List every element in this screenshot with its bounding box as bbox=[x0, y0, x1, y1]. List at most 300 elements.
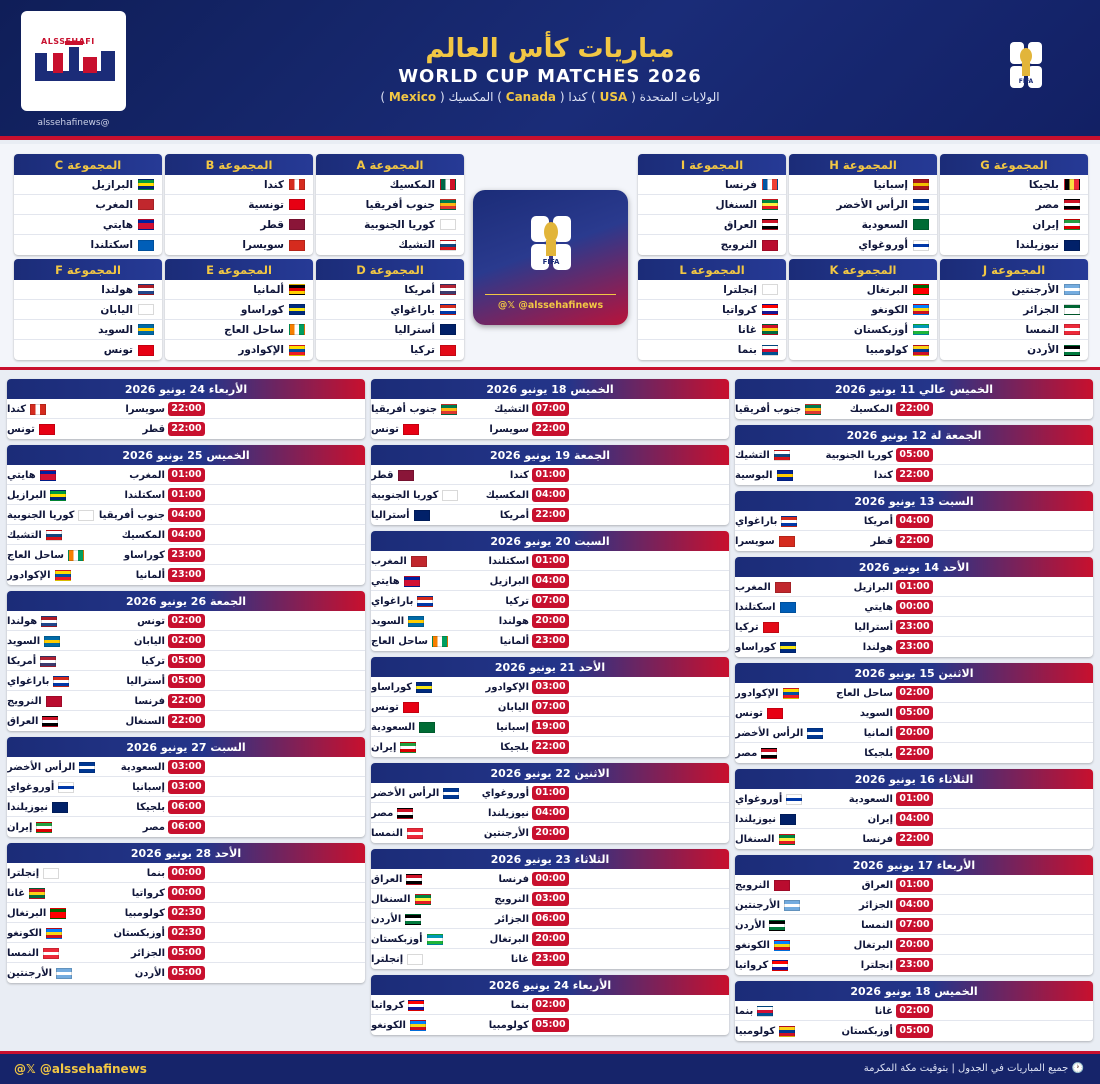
group-team-row bbox=[940, 340, 1088, 360]
tr-flag-icon bbox=[763, 622, 779, 633]
match-day-title: الجمعة 26 يونيو 2026 bbox=[7, 591, 365, 611]
en-flag-icon bbox=[762, 284, 778, 295]
group-card-d bbox=[316, 259, 464, 360]
match-day-title: الجمعة لة 12 يونيو 2026 bbox=[735, 425, 1093, 445]
team-name: التشيك bbox=[7, 529, 42, 541]
team-name: الإكوادور bbox=[485, 681, 529, 693]
group-team-row bbox=[638, 195, 786, 215]
away-team bbox=[7, 943, 165, 963]
team-name: بنما bbox=[735, 1005, 754, 1017]
away-team bbox=[7, 651, 165, 671]
team-name: كندا bbox=[873, 469, 893, 481]
team-name: كرواتيا bbox=[722, 303, 757, 316]
group-team-row bbox=[165, 235, 313, 255]
team-name: تونس bbox=[735, 707, 763, 719]
team-name: الرأس الأخضر bbox=[836, 198, 908, 211]
kickoff-time-badge: 06:00 bbox=[168, 820, 205, 834]
group-team-row bbox=[14, 300, 162, 320]
kickoff-time-badge: 06:00 bbox=[168, 800, 205, 814]
match-row bbox=[371, 465, 729, 485]
jo-flag-icon bbox=[1064, 345, 1080, 356]
team-name: البوسية bbox=[735, 469, 773, 481]
team-name: تونس bbox=[7, 423, 35, 435]
uy-flag-icon bbox=[58, 782, 74, 793]
ba-flag-icon bbox=[777, 470, 793, 481]
group-team-row bbox=[940, 280, 1088, 300]
away-team bbox=[371, 803, 529, 823]
team-name: ساحل العاج bbox=[371, 635, 428, 647]
team-name: كولومبيا bbox=[124, 907, 165, 919]
away-team bbox=[371, 889, 529, 909]
team-name: أوزبكستان bbox=[841, 1025, 893, 1037]
away-team bbox=[735, 703, 893, 723]
match-day-card bbox=[371, 531, 729, 651]
team-name: أمريكا bbox=[863, 515, 893, 527]
tn-flag-icon bbox=[289, 199, 305, 210]
team-name: إنجلترا bbox=[860, 959, 893, 971]
group-team-row bbox=[316, 175, 464, 195]
away-team bbox=[735, 743, 893, 763]
team-name: المكسيك bbox=[849, 403, 893, 415]
match-row bbox=[371, 505, 729, 525]
team-name: كوراساو bbox=[735, 641, 777, 653]
footer-handle[interactable]: @𝕏 @alssehafinews bbox=[14, 1062, 147, 1076]
group-card-a bbox=[316, 154, 464, 255]
team-name: باراغواي bbox=[390, 303, 435, 316]
group-label: المجموعة bbox=[67, 157, 122, 172]
team-name: أوزبكستان bbox=[371, 933, 423, 945]
away-team bbox=[371, 419, 529, 439]
pt-flag-icon bbox=[50, 908, 66, 919]
group-label: المجموعة bbox=[369, 262, 424, 277]
match-row bbox=[7, 691, 365, 711]
sn-flag-icon bbox=[762, 199, 778, 210]
match-row bbox=[371, 869, 729, 889]
match-row bbox=[735, 789, 1093, 809]
team-name: هولندا bbox=[7, 615, 38, 627]
match-row bbox=[371, 697, 729, 717]
match-day-card bbox=[371, 763, 729, 843]
away-team bbox=[371, 717, 529, 737]
team-name: تركيا bbox=[410, 344, 435, 356]
kickoff-time-badge: 22:00 bbox=[168, 402, 205, 416]
team-name: أوزبكستان bbox=[113, 927, 165, 939]
group-team-row bbox=[316, 280, 464, 300]
team-name: السنغال bbox=[125, 715, 165, 727]
match-row bbox=[371, 717, 729, 737]
kickoff-time-badge: 04:00 bbox=[532, 574, 569, 588]
team-name: جنوب أفريقيا bbox=[371, 403, 438, 415]
pt-flag-icon bbox=[913, 284, 929, 295]
match-day-card bbox=[371, 445, 729, 525]
group-header bbox=[789, 259, 937, 280]
group-header bbox=[940, 154, 1088, 175]
team-name: التشيك bbox=[398, 239, 435, 251]
kickoff-time-badge: 00:00 bbox=[532, 872, 569, 886]
team-name: البرتغال bbox=[853, 939, 893, 951]
au-flag-icon bbox=[440, 324, 456, 335]
team-name: سويسرا bbox=[489, 423, 529, 435]
away-team bbox=[371, 929, 529, 949]
team-name: قطر bbox=[260, 218, 284, 231]
team-name: اليابان bbox=[497, 701, 529, 713]
ht-flag-icon bbox=[40, 470, 56, 481]
cw-flag-icon bbox=[289, 304, 305, 315]
match-row bbox=[7, 797, 365, 817]
group-team-row bbox=[165, 300, 313, 320]
team-name: ألمانيا bbox=[863, 727, 893, 739]
match-day-title: الجمعة 19 يونيو 2026 bbox=[371, 445, 729, 465]
tn-flag-icon bbox=[403, 424, 419, 435]
team-name: الأرجنتين bbox=[735, 899, 781, 911]
team-name: كوريا الجنوبية bbox=[825, 449, 893, 461]
fifa-label: FIFA bbox=[1018, 78, 1034, 85]
match-day-card bbox=[7, 737, 365, 837]
team-name: بنما bbox=[146, 867, 165, 879]
en-flag-icon bbox=[43, 868, 59, 879]
group-label: المجموعة bbox=[991, 262, 1046, 277]
away-team bbox=[7, 817, 165, 837]
group-label: المجموعة bbox=[218, 157, 273, 172]
away-team bbox=[735, 789, 893, 809]
match-day-card bbox=[735, 769, 1093, 849]
team-name: غانا bbox=[737, 323, 757, 336]
match-row bbox=[371, 551, 729, 571]
away-team bbox=[371, 697, 529, 717]
group-team-row bbox=[789, 320, 937, 340]
kickoff-time-badge: 23:00 bbox=[168, 548, 205, 562]
match-day-title: السبت 27 يونيو 2026 bbox=[7, 737, 365, 757]
team-name: التشيك bbox=[735, 449, 770, 461]
match-row bbox=[7, 565, 365, 585]
match-day-card bbox=[371, 657, 729, 757]
kickoff-time-badge: 04:00 bbox=[896, 514, 933, 528]
match-day-title: الثلاثاء 23 يونيو 2026 bbox=[371, 849, 729, 869]
match-day-card bbox=[7, 445, 365, 585]
group-team-row bbox=[14, 195, 162, 215]
team-name: مصر bbox=[142, 821, 165, 833]
group-team-row bbox=[789, 340, 937, 360]
kickoff-time-badge: 00:00 bbox=[168, 866, 205, 880]
away-team bbox=[7, 863, 165, 883]
ci-flag-icon bbox=[68, 550, 84, 561]
group-team-row bbox=[165, 195, 313, 215]
team-name: نيوزيلندا bbox=[488, 807, 529, 819]
group-label: المجموعة bbox=[369, 157, 424, 172]
team-name: إيران bbox=[867, 813, 893, 825]
away-team bbox=[735, 617, 893, 637]
clock-icon: 🕐 bbox=[1071, 1063, 1084, 1074]
team-name: أستراليا bbox=[394, 323, 435, 336]
away-team bbox=[7, 419, 165, 439]
group-header bbox=[789, 154, 937, 175]
team-name: تركيا bbox=[505, 595, 529, 607]
ma-flag-icon bbox=[138, 199, 154, 210]
ma-flag-icon bbox=[411, 556, 427, 567]
hr-flag-icon bbox=[408, 1000, 424, 1011]
match-row bbox=[7, 505, 365, 525]
kickoff-time-badge: 01:00 bbox=[168, 468, 205, 482]
py-flag-icon bbox=[53, 676, 69, 687]
match-day-title: الخميس 18 يونيو 2026 bbox=[371, 379, 729, 399]
team-name: إسبانيا bbox=[132, 781, 165, 793]
team-name: كوراساو bbox=[240, 303, 284, 316]
match-row bbox=[735, 875, 1093, 895]
group-team-row bbox=[789, 235, 937, 255]
kickoff-time-badge: 22:00 bbox=[168, 422, 205, 436]
team-name: إيران bbox=[371, 741, 397, 753]
group-team-row bbox=[14, 320, 162, 340]
team-name: الأرجنتين bbox=[483, 827, 529, 839]
match-row bbox=[371, 677, 729, 697]
team-name: هولندا bbox=[498, 615, 529, 627]
kickoff-time-badge: 22:00 bbox=[896, 746, 933, 760]
team-name: الكونغو bbox=[735, 939, 770, 951]
se-flag-icon bbox=[138, 324, 154, 335]
center-handle: @𝕏 @alssehafinews bbox=[497, 300, 604, 311]
group-header bbox=[316, 259, 464, 280]
team-name: كوريا الجنوبية bbox=[7, 509, 75, 521]
team-name: تونسية bbox=[248, 198, 284, 211]
team-name: البرتغال bbox=[866, 283, 908, 296]
away-team bbox=[7, 777, 165, 797]
away-team bbox=[7, 883, 165, 903]
match-row bbox=[735, 511, 1093, 531]
kickoff-time-badge: 01:00 bbox=[896, 792, 933, 806]
match-row bbox=[371, 485, 729, 505]
group-team-row bbox=[940, 300, 1088, 320]
team-name: الجزائر bbox=[130, 947, 165, 959]
team-name: مصر bbox=[1035, 198, 1059, 211]
team-name: ألمانيا bbox=[135, 569, 165, 581]
match-row bbox=[735, 1021, 1093, 1041]
match-day-title: الخميس عالي 11 يونيو 2026 bbox=[735, 379, 1093, 399]
team-name: اليابان bbox=[133, 635, 165, 647]
iq-flag-icon bbox=[406, 874, 422, 885]
us-flag-icon bbox=[40, 656, 56, 667]
away-team bbox=[735, 399, 893, 419]
team-name: باراغواي bbox=[7, 675, 50, 687]
team-name: السويد bbox=[7, 635, 41, 647]
match-day-card bbox=[7, 591, 365, 731]
match-day-card bbox=[735, 557, 1093, 657]
se-flag-icon bbox=[408, 616, 424, 627]
match-day-card bbox=[735, 981, 1093, 1041]
group-team-row bbox=[789, 300, 937, 320]
team-name: الكونغو bbox=[871, 303, 908, 316]
kickoff-time-badge: 23:00 bbox=[168, 568, 205, 582]
ir-flag-icon bbox=[1064, 219, 1080, 230]
kr-flag-icon bbox=[78, 510, 94, 521]
world-cup-2026-emblem-icon bbox=[529, 214, 573, 272]
cv-flag-icon bbox=[913, 199, 929, 210]
py-flag-icon bbox=[781, 516, 797, 527]
team-name: النرويج bbox=[494, 893, 529, 905]
group-letter: H bbox=[829, 157, 839, 172]
cz-flag-icon bbox=[440, 240, 456, 251]
kickoff-time-badge: 22:00 bbox=[532, 740, 569, 754]
kickoff-time-badge: 20:00 bbox=[532, 614, 569, 628]
kickoff-time-badge: 04:00 bbox=[532, 806, 569, 820]
cd-flag-icon bbox=[913, 304, 929, 315]
match-row bbox=[735, 743, 1093, 763]
team-name: التشيك bbox=[494, 403, 529, 415]
team-name: إنجلترا bbox=[371, 953, 404, 965]
cd-flag-icon bbox=[410, 1020, 426, 1031]
away-team bbox=[735, 829, 893, 849]
match-row bbox=[371, 949, 729, 969]
team-name: فرنسا bbox=[862, 833, 893, 845]
mx-flag-icon bbox=[440, 179, 456, 190]
nz-flag-icon bbox=[52, 802, 68, 813]
group-team-row bbox=[316, 215, 464, 235]
be-flag-icon bbox=[1064, 179, 1080, 190]
team-name: ساحل العاج bbox=[224, 323, 284, 336]
away-team bbox=[7, 711, 165, 731]
co-flag-icon bbox=[913, 345, 929, 356]
co-flag-icon bbox=[779, 1026, 795, 1037]
center-emblem-card bbox=[473, 190, 628, 325]
logo-handle: alssehafinews@ bbox=[37, 118, 110, 128]
uy-flag-icon bbox=[913, 240, 929, 251]
cv-flag-icon bbox=[79, 762, 95, 773]
kickoff-time-badge: 05:00 bbox=[168, 674, 205, 688]
group-team-row bbox=[14, 235, 162, 255]
team-name: قطر bbox=[142, 423, 165, 435]
team-name: المكسيك bbox=[121, 529, 165, 541]
away-team bbox=[735, 511, 893, 531]
match-row bbox=[735, 829, 1093, 849]
group-team-row bbox=[316, 195, 464, 215]
kickoff-time-badge: 20:00 bbox=[896, 726, 933, 740]
ec-flag-icon bbox=[55, 570, 71, 581]
team-name: النرويج bbox=[7, 695, 42, 707]
kickoff-time-badge: 07:00 bbox=[532, 594, 569, 608]
match-day-title: الأحد 28 يونيو 2026 bbox=[7, 843, 365, 863]
team-name: الجزائر bbox=[494, 913, 529, 925]
sc-flag-icon bbox=[138, 240, 154, 251]
jp-flag-icon bbox=[138, 304, 154, 315]
tr-flag-icon bbox=[440, 345, 456, 356]
team-name: كولومبيا bbox=[488, 1019, 529, 1031]
team-name: اسكتلندا bbox=[488, 555, 529, 567]
hr-flag-icon bbox=[772, 960, 788, 971]
pa-flag-icon bbox=[757, 1006, 773, 1017]
match-row bbox=[7, 419, 365, 439]
away-team bbox=[371, 783, 529, 803]
match-row bbox=[7, 757, 365, 777]
group-team-row bbox=[638, 235, 786, 255]
group-card-c bbox=[14, 154, 162, 255]
match-day-title: الاثنين 15 يونيو 2026 bbox=[735, 663, 1093, 683]
group-team-row bbox=[638, 215, 786, 235]
match-row bbox=[371, 399, 729, 419]
match-row bbox=[371, 783, 729, 803]
kickoff-time-badge: 05:00 bbox=[896, 448, 933, 462]
away-team bbox=[735, 445, 893, 465]
team-name: تركيا bbox=[141, 655, 165, 667]
away-team bbox=[7, 545, 165, 565]
match-row bbox=[735, 703, 1093, 723]
away-team bbox=[735, 465, 893, 485]
match-day-title: السبت 13 يونيو 2026 bbox=[735, 491, 1093, 511]
away-team bbox=[371, 631, 529, 651]
away-team bbox=[7, 399, 165, 419]
group-header bbox=[638, 154, 786, 175]
sa-flag-icon bbox=[419, 722, 435, 733]
kickoff-time-badge: 05:00 bbox=[896, 1024, 933, 1038]
za-flag-icon bbox=[441, 404, 457, 415]
match-day-title: السبت 20 يونيو 2026 bbox=[371, 531, 729, 551]
team-name: هايتي bbox=[102, 218, 133, 231]
team-name: قطر bbox=[371, 469, 394, 481]
kickoff-time-badge: 20:00 bbox=[896, 938, 933, 952]
match-day-title: الخميس 18 يونيو 2026 bbox=[735, 981, 1093, 1001]
sc-flag-icon bbox=[780, 602, 796, 613]
group-letter: K bbox=[829, 262, 839, 277]
ch-flag-icon bbox=[289, 240, 305, 251]
team-name: تونس bbox=[103, 344, 133, 356]
team-name: جنوب أفريقيا bbox=[735, 403, 802, 415]
team-name: البرازيل bbox=[853, 581, 893, 593]
group-letter: L bbox=[679, 262, 687, 277]
kickoff-time-badge: 05:00 bbox=[168, 946, 205, 960]
kickoff-time-badge: 22:00 bbox=[532, 422, 569, 436]
match-row bbox=[371, 823, 729, 843]
team-name: باراغواي bbox=[735, 515, 778, 527]
group-card-b bbox=[165, 154, 313, 255]
match-row bbox=[735, 597, 1093, 617]
team-name: اسكتلندا bbox=[735, 601, 776, 613]
match-row bbox=[7, 465, 365, 485]
match-row bbox=[735, 683, 1093, 703]
team-name: كوراساو bbox=[371, 681, 413, 693]
za-flag-icon bbox=[805, 404, 821, 415]
group-team-row bbox=[789, 280, 937, 300]
us-flag-icon bbox=[440, 284, 456, 295]
kickoff-time-badge: 06:00 bbox=[532, 912, 569, 926]
team-name: السنغال bbox=[715, 198, 757, 211]
match-row bbox=[7, 651, 365, 671]
group-letter: E bbox=[206, 262, 214, 277]
team-name: قطر bbox=[870, 535, 893, 547]
kickoff-time-badge: 04:00 bbox=[896, 898, 933, 912]
divider bbox=[485, 294, 616, 295]
group-label: المجموعة bbox=[217, 262, 272, 277]
group-team-row bbox=[940, 235, 1088, 255]
ir-flag-icon bbox=[36, 822, 52, 833]
group-team-row bbox=[638, 300, 786, 320]
match-row bbox=[735, 809, 1093, 829]
team-name: الجزائر bbox=[858, 899, 893, 911]
team-name: الأردن bbox=[371, 913, 402, 925]
group-letter: D bbox=[356, 262, 366, 277]
group-team-row bbox=[316, 235, 464, 255]
group-team-row bbox=[940, 320, 1088, 340]
es-flag-icon bbox=[913, 179, 929, 190]
title-arabic: مباريات كأس العالم bbox=[425, 34, 675, 64]
match-row bbox=[371, 995, 729, 1015]
group-team-row bbox=[638, 320, 786, 340]
group-team-row bbox=[316, 320, 464, 340]
sa-flag-icon bbox=[913, 219, 929, 230]
at-flag-icon bbox=[407, 828, 423, 839]
match-row bbox=[371, 419, 729, 439]
team-name: اسكتلندا bbox=[124, 489, 165, 501]
away-team bbox=[7, 757, 165, 777]
kickoff-time-badge: 02:00 bbox=[896, 1004, 933, 1018]
ma-flag-icon bbox=[775, 582, 791, 593]
